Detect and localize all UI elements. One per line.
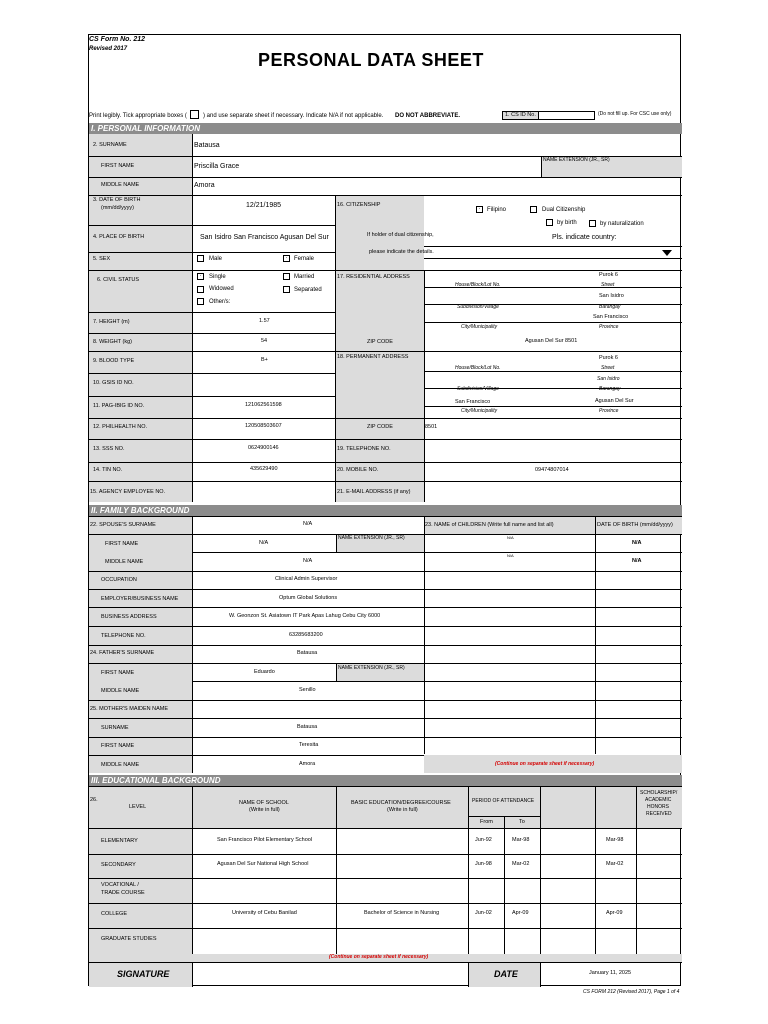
gsis-label: 10. GSIS ID NO. <box>93 380 134 386</box>
school-header: NAME OF SCHOOL <box>239 800 289 806</box>
instructions-middle: ) and use separate sheet if necessary. Indicate N/A if not applicable. <box>203 113 384 119</box>
dual-note-2: please indicate the details. <box>369 249 434 255</box>
perm-province-caption: Province <box>599 408 619 414</box>
child-2-name[interactable]: N/A <box>507 553 514 558</box>
father-ext-label: NAME EXTENSION (JR., SR) <box>338 665 405 671</box>
surname-label: 2. SURNAME <box>93 142 127 148</box>
section-personal-header: I. PERSONAL INFORMATION <box>89 123 682 134</box>
child-dob-label: DATE OF BIRTH (mm/dd/yyyy) <box>597 522 673 528</box>
res-subdivision-caption: Subdivision/Village <box>457 304 499 310</box>
education-from[interactable]: Jun-98 <box>475 861 492 867</box>
family-continue-note: (Continue on separate sheet if necessary) <box>495 761 595 767</box>
instructions-start: Print legibly. Tick appropriate boxes ( <box>89 113 187 119</box>
child-1-dob[interactable]: N/A <box>632 540 642 546</box>
spouse-surname-value[interactable]: N/A <box>303 521 313 527</box>
others-checkbox[interactable] <box>197 298 204 305</box>
height-label: 7. HEIGHT (m) <box>93 319 130 325</box>
mother-middle-name-label: MIDDLE NAME <box>101 762 140 768</box>
pls-indicate-country: Pls. indicate country: <box>552 234 617 241</box>
res-province-caption: Province <box>599 324 619 330</box>
signature-label: SIGNATURE <box>117 969 170 979</box>
education-to[interactable]: Apr-09 <box>512 910 529 916</box>
perm-barangay-value[interactable]: Agusan Del Sur <box>595 398 634 404</box>
by-naturalization-label: by naturalization <box>600 221 644 227</box>
by-birth-checkbox[interactable] <box>546 219 553 226</box>
from-header: From <box>480 819 493 825</box>
res-street-caption: Street <box>601 282 615 288</box>
school-subheader: (Write in full) <box>249 807 280 813</box>
perm-barangay-caption: Barangay <box>599 386 621 392</box>
education-from[interactable]: Jun-02 <box>475 910 492 916</box>
agency-employee-label: 15. AGENCY EMPLOYEE NO. <box>90 489 166 495</box>
education-year[interactable]: Mar-02 <box>606 861 624 867</box>
female-checkbox[interactable]: · <box>283 255 290 262</box>
telephone-label: 19. TELEPHONE NO. <box>337 446 391 452</box>
form-revised: Revised 2017 <box>89 46 128 52</box>
female-label: Female <box>294 256 315 262</box>
male-label: Male <box>209 256 223 262</box>
mother-maiden-label: 25. MOTHER'S MAIDEN NAME <box>90 706 169 712</box>
first-name-value[interactable]: Priscilla Grace <box>194 163 240 170</box>
cs-id-note: (Do not fill up. For CSC use only) <box>598 111 672 117</box>
mother-middle-name-value[interactable]: Amora <box>299 761 316 767</box>
education-continue-note: (Continue on separate sheet if necessary) <box>329 954 429 960</box>
level-header: LEVEL <box>129 804 147 810</box>
blood-type-value[interactable]: B+ <box>261 357 268 363</box>
mother-surname-value[interactable]: Batausa <box>297 724 318 730</box>
to-header: To <box>519 819 525 825</box>
form-footer: CS FORM 212 (Revised 2017), Page 1 of 4 <box>583 989 680 995</box>
dual-note-1: If holder of dual citizenship, <box>367 232 434 238</box>
father-first-name-label: FIRST NAME <box>101 670 135 676</box>
education-level: COLLEGE <box>101 911 127 917</box>
education-number: 26. <box>90 797 98 803</box>
mother-first-name-label: FIRST NAME <box>101 743 135 749</box>
spouse-middle-name-label: MIDDLE NAME <box>105 559 144 565</box>
philhealth-value[interactable]: 120508503607 <box>245 423 282 429</box>
employer-value[interactable]: Optum Global Solutions <box>279 595 338 601</box>
sss-label: 13. SSS NO. <box>93 446 125 452</box>
honors-header-2: ACADEMIC <box>645 797 672 803</box>
pagibig-value[interactable]: 121062561598 <box>245 402 282 408</box>
education-course[interactable]: Bachelor of Science in Nursing <box>364 910 440 916</box>
spouse-first-name-label: FIRST NAME <box>105 541 139 547</box>
blood-type-label: 9. BLOOD TYPE <box>93 358 135 364</box>
section-family-header: II. FAMILY BACKGROUND <box>89 505 682 516</box>
instructions-bold: DO NOT ABBREVIATE. <box>395 113 461 119</box>
education-from[interactable]: Jun-92 <box>475 837 492 843</box>
education-level-line2: TRADE COURSE <box>101 890 145 896</box>
date-value[interactable]: January 11, 2025 <box>589 970 632 976</box>
spouse-surname-label: 22. SPOUSE'S SURNAME <box>90 522 156 528</box>
dob-label: 3. DATE OF BIRTH <box>93 197 141 203</box>
chevron-down-icon[interactable] <box>662 250 672 256</box>
children-label: 23. NAME of CHILDREN (Write full name and list all) <box>425 522 554 528</box>
surname-value[interactable]: Batausa <box>194 142 220 149</box>
mobile-value[interactable]: 09474807014 <box>535 467 569 473</box>
filipino-checkbox[interactable]: · <box>476 206 483 213</box>
by-birth-label: by birth <box>557 220 577 226</box>
father-surname-label: 24. FATHER'S SURNAME <box>90 650 155 656</box>
middle-name-value[interactable]: Amora <box>194 182 215 189</box>
education-level: SECONDARY <box>101 862 136 868</box>
dual-citizenship-label: Dual Citizenship <box>542 207 586 213</box>
period-header: PERIOD OF ATTENDANCE <box>472 798 535 804</box>
pob-value[interactable]: San Isidro San Francisco Agusan Del Sur <box>200 234 329 241</box>
education-school[interactable]: San Francisco Pilot Elementary School <box>217 837 313 843</box>
course-subheader: (Write in full) <box>387 807 418 813</box>
weight-value[interactable]: 54 <box>261 338 268 344</box>
pob-label: 4. PLACE OF BIRTH <box>93 234 145 240</box>
separated-label: Separated <box>294 287 322 293</box>
dob-value[interactable]: 12/21/1985 <box>246 202 282 209</box>
cs-id-label: 1. CS ID No. <box>505 112 536 118</box>
spouse-first-name-value[interactable]: N/A <box>259 540 269 546</box>
separated-checkbox[interactable] <box>283 286 290 293</box>
widowed-checkbox[interactable] <box>197 286 204 293</box>
education-school[interactable]: Agusan Del Sur National High School <box>217 861 309 867</box>
spouse-middle-name-value[interactable]: N/A <box>303 558 313 564</box>
education-school[interactable]: University of Cebu Banilad <box>232 910 297 916</box>
philhealth-label: 12. PHILHEALTH NO. <box>93 424 147 430</box>
education-level: GRADUATE STUDIES <box>101 936 157 942</box>
education-header-row <box>89 786 682 828</box>
signature-field[interactable] <box>193 963 468 987</box>
res-house-caption: House/Block/Lot No. <box>455 282 501 288</box>
male-checkbox[interactable] <box>197 255 204 262</box>
first-name-label: FIRST NAME <box>101 163 135 169</box>
course-header: BASIC EDUCATION/DEGREE/COURSE <box>351 800 451 806</box>
education-year[interactable]: Apr-09 <box>606 910 623 916</box>
tin-value[interactable]: 435629490 <box>250 466 278 472</box>
education-level: ELEMENTARY <box>101 838 138 844</box>
mobile-label: 20. MOBILE NO. <box>337 467 379 473</box>
perm-subdivision-value[interactable]: San Isidro <box>597 376 620 382</box>
education-to[interactable]: Mar-98 <box>512 837 530 843</box>
form-number: CS Form No. 212 <box>89 36 146 43</box>
single-checkbox[interactable]: · <box>197 273 204 280</box>
widowed-label: Widowed <box>209 286 234 292</box>
sex-label: 5. SEX <box>93 256 111 262</box>
tin-label: 14. TIN NO. <box>93 467 123 473</box>
res-zip-label: ZIP CODE <box>367 339 393 345</box>
permanent-address-label: 18. PERMANENT ADDRESS <box>337 354 409 360</box>
res-house-value[interactable]: Purok 6 <box>599 272 618 278</box>
dual-citizenship-checkbox[interactable] <box>530 206 537 213</box>
form-sheet <box>88 34 681 986</box>
res-street-value[interactable]: San Isidro <box>599 293 624 299</box>
height-value[interactable]: 1.57 <box>259 318 270 324</box>
child-1-name[interactable]: N/A <box>507 535 514 540</box>
spouse-ext-label: NAME EXTENSION (JR., SR) <box>338 535 405 541</box>
occupation-label: OCCUPATION <box>101 577 137 583</box>
res-barangay-value[interactable]: San Francisco <box>593 314 629 320</box>
address-label-column <box>335 195 424 502</box>
education-year[interactable]: Mar-98 <box>606 837 624 843</box>
perm-zip-value[interactable]: 8501 <box>425 424 438 430</box>
education-level: VOCATIONAL / <box>101 882 139 888</box>
perm-subdivision-caption: Subdivision/Village <box>457 386 499 392</box>
mother-first-name-value[interactable]: Teresita <box>299 742 319 748</box>
spouse-telephone-value[interactable]: 63285683200 <box>289 632 323 638</box>
perm-city-value[interactable]: San Francisco <box>455 399 491 405</box>
filipino-label: Filipino <box>487 207 507 213</box>
single-label: Single <box>209 274 226 280</box>
res-zip-value[interactable]: Agusan Del Sur 8501 <box>525 338 578 344</box>
pagibig-label: 11. PAG-IBIG ID NO. <box>93 403 145 409</box>
citizenship-label: 16. CITIZENSHIP <box>337 202 381 208</box>
sss-value[interactable]: 0624900146 <box>248 445 279 451</box>
occupation-value[interactable]: Clinical Admin Supervisor <box>275 576 338 582</box>
father-middle-name-value[interactable]: Senillo <box>299 687 316 693</box>
father-middle-name-label: MIDDLE NAME <box>101 688 140 694</box>
date-label: DATE <box>494 969 518 979</box>
mother-surname-label: SURNAME <box>101 725 129 731</box>
res-city-caption: City/Municipality <box>461 324 498 330</box>
spouse-telephone-label: TELEPHONE NO. <box>101 633 146 639</box>
child-2-dob[interactable]: N/A <box>632 558 642 564</box>
father-first-name-value[interactable]: Eduardo <box>254 669 275 675</box>
weight-label: 8. WEIGHT (kg) <box>93 339 133 345</box>
others-label: Other/s: <box>209 299 231 305</box>
perm-street-caption: Street <box>601 365 615 371</box>
perm-city-caption: City/Municipality <box>461 408 498 414</box>
perm-house-caption: House/Block/Lot No. <box>455 365 501 371</box>
married-checkbox[interactable] <box>283 273 290 280</box>
dob-format: (mm/dd/yyyy) <box>101 205 134 211</box>
perm-zip-label: ZIP CODE <box>367 424 393 430</box>
perm-house-value[interactable]: Purok 6 <box>599 355 618 361</box>
middle-name-label: MIDDLE NAME <box>101 182 140 188</box>
page-title: PERSONAL DATA SHEET <box>258 50 484 70</box>
residential-address-label: 17. RESIDENTIAL ADDRESS <box>337 274 410 280</box>
by-naturalization-checkbox[interactable] <box>589 220 596 227</box>
business-address-label: BUSINESS ADDRESS <box>101 614 157 620</box>
married-label: Married <box>294 274 315 280</box>
res-barangay-caption: Barangay <box>599 304 621 310</box>
education-to[interactable]: Mar-02 <box>512 861 530 867</box>
father-surname-value[interactable]: Batausa <box>297 650 318 656</box>
business-address-value[interactable]: W. Geonzon St. Asiatown IT Park Apas Lahug Cebu City 6000 <box>229 613 381 619</box>
civil-status-label: 6. CIVIL STATUS <box>97 277 140 283</box>
honors-header-1: SCHOLARSHIP/ <box>640 790 678 796</box>
honors-header-3: HONORS <box>647 804 669 810</box>
country-dropdown[interactable] <box>424 246 682 259</box>
employer-label: EMPLOYER/BUSINESS NAME <box>101 596 179 602</box>
name-ext-label: NAME EXTENSION (JR., SR) <box>543 157 610 163</box>
honors-header-4: RECEIVED <box>646 811 672 817</box>
section-education-header: III. EDUCATIONAL BACKGROUND <box>89 775 682 786</box>
email-label: 21. E-MAIL ADDRESS (if any) <box>337 489 411 495</box>
